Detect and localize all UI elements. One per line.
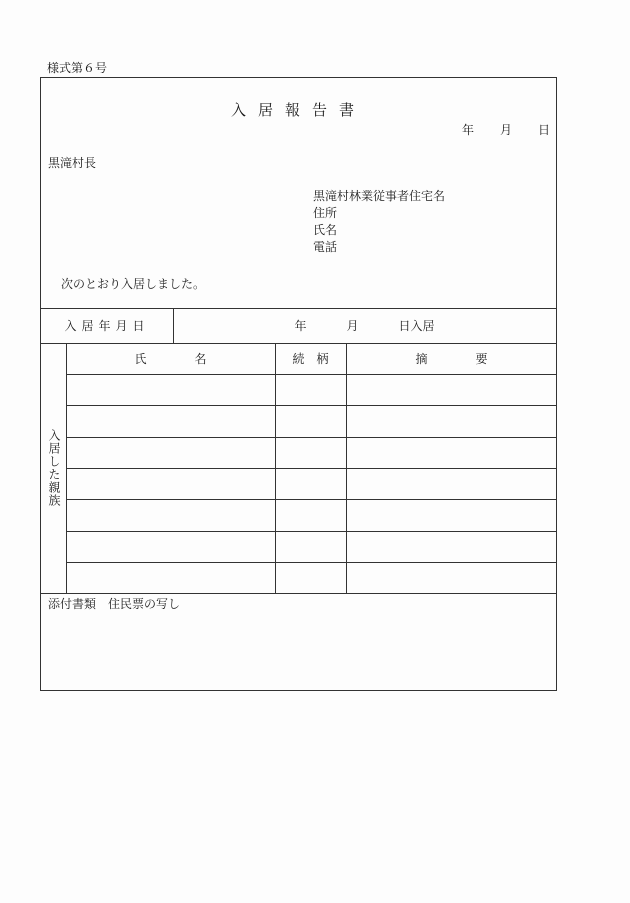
move-in-year-label: 年 <box>294 319 307 333</box>
move-in-month-label: 月 <box>346 319 359 333</box>
relative-name-cell[interactable] <box>66 531 275 562</box>
date-day-label: 日 <box>537 123 550 137</box>
form-title: 入居報告書 <box>230 101 366 119</box>
column-header-name: 氏 名 <box>134 352 207 366</box>
relatives-side-label: 入居した親族 <box>47 429 61 507</box>
relative-relation-cell[interactable] <box>275 405 346 436</box>
relative-remarks-cell[interactable] <box>346 437 557 468</box>
relative-remarks-cell[interactable] <box>346 531 557 562</box>
column-header-remarks: 摘 要 <box>415 352 488 366</box>
addressee: 黒滝村長 <box>48 156 97 170</box>
relative-name-cell[interactable] <box>66 374 275 405</box>
relative-relation-cell[interactable] <box>275 531 346 562</box>
relative-remarks-cell[interactable] <box>346 562 557 593</box>
applicant-block <box>313 188 445 256</box>
relative-remarks-cell[interactable] <box>346 405 557 436</box>
move-in-day-label: 日入居 <box>398 319 435 333</box>
relative-remarks-cell[interactable] <box>346 468 557 499</box>
name-field[interactable]: 氏名 <box>313 223 338 237</box>
relative-name-cell[interactable] <box>66 405 275 436</box>
relative-remarks-cell[interactable] <box>346 499 557 530</box>
relative-relation-cell[interactable] <box>275 499 346 530</box>
address-field[interactable]: 住所 <box>313 206 338 220</box>
move-in-date-field[interactable] <box>173 308 556 343</box>
divider <box>41 593 556 594</box>
relative-name-cell[interactable] <box>66 468 275 499</box>
relative-remarks-cell[interactable] <box>346 374 557 405</box>
relative-name-cell[interactable] <box>66 437 275 468</box>
relative-name-cell[interactable] <box>66 562 275 593</box>
report-form <box>40 77 557 691</box>
phone-field[interactable]: 電話 <box>313 240 338 254</box>
submission-date[interactable] <box>462 121 550 138</box>
relative-relation-cell[interactable] <box>275 437 346 468</box>
statement-text: 次のとおり入居しました。 <box>61 277 206 291</box>
relative-relation-cell[interactable] <box>275 374 346 405</box>
housing-name-field[interactable]: 黒滝村林業従事者住宅名 <box>313 189 446 203</box>
attachments-text: 添付書類 住民票の写し <box>48 597 181 611</box>
form-number: 様式第６号 <box>47 61 108 75</box>
relative-relation-cell[interactable] <box>275 562 346 593</box>
relative-relation-cell[interactable] <box>275 468 346 499</box>
date-month-label: 月 <box>499 123 512 137</box>
move-in-date-label: 入居年月日 <box>64 319 150 333</box>
date-year-label: 年 <box>461 123 474 137</box>
relative-name-cell[interactable] <box>66 499 275 530</box>
column-header-relation: 続 柄 <box>292 352 329 366</box>
